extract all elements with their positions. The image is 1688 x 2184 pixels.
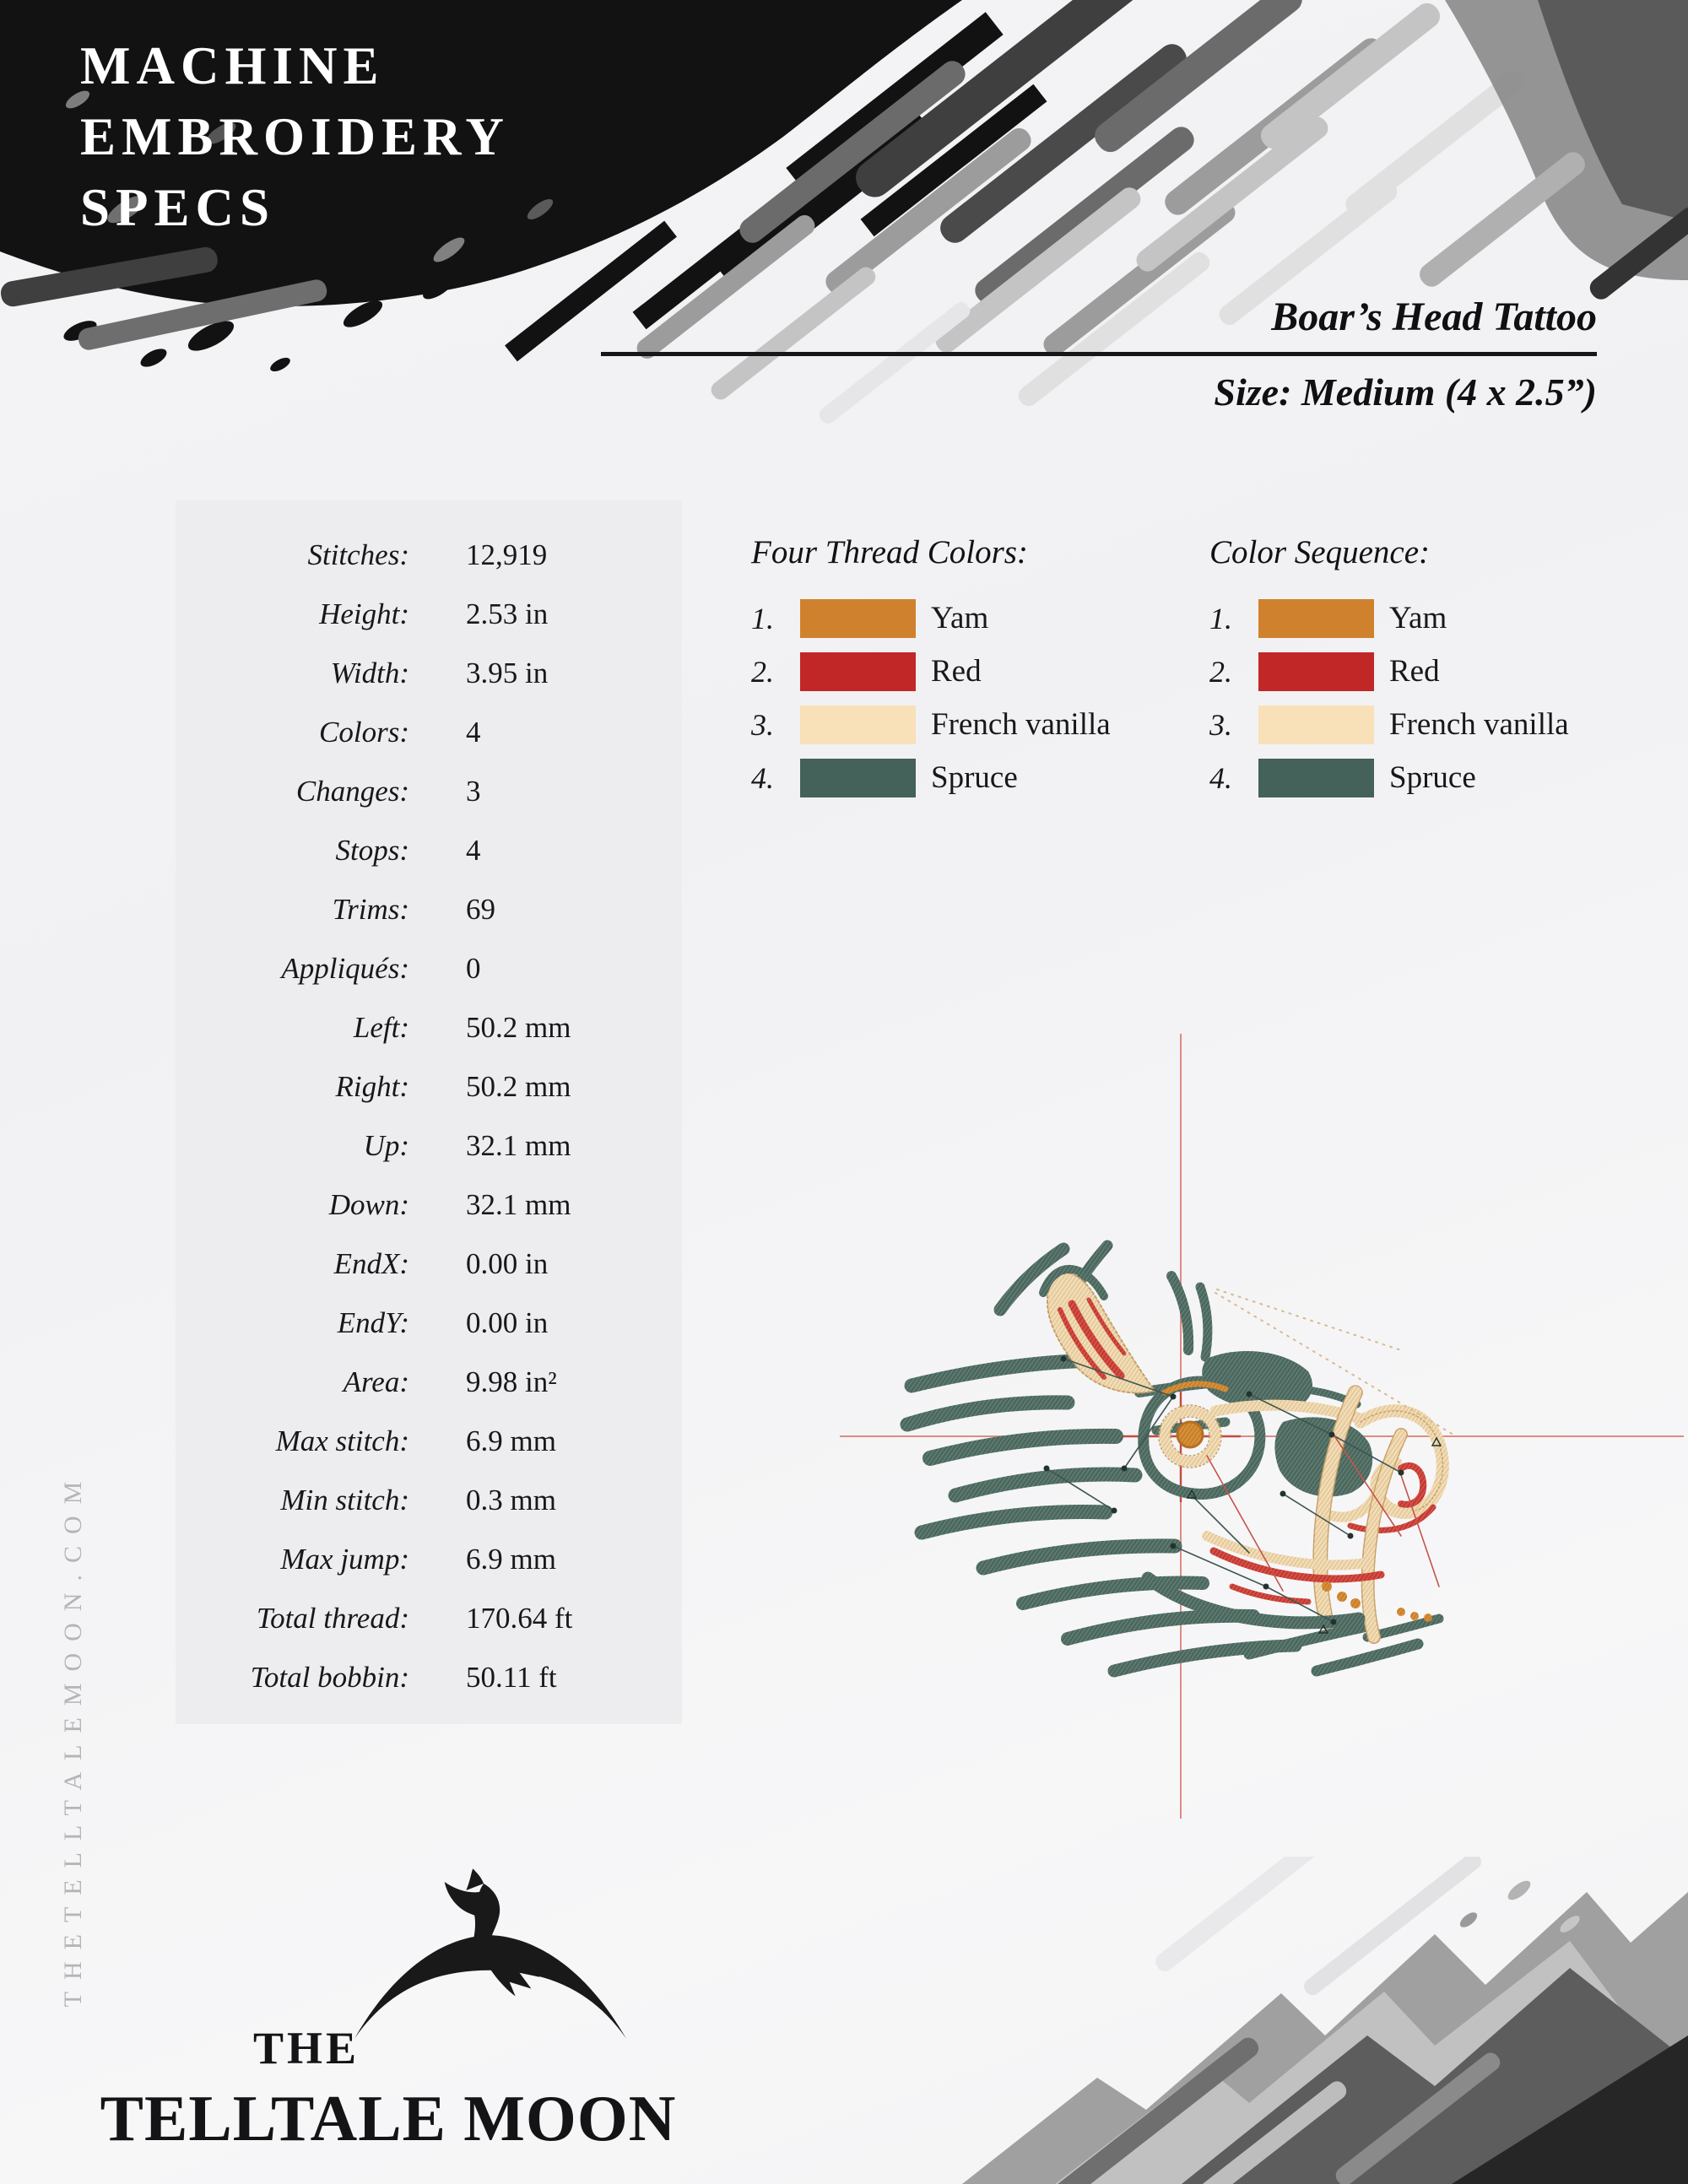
- header-divider: [601, 352, 1597, 356]
- spec-value: 12,919: [466, 538, 548, 571]
- spec-row: [176, 1412, 682, 1471]
- spec-label: Down:: [328, 1188, 409, 1221]
- crow-on-crescent-moon-icon: [354, 1868, 626, 2039]
- brush-art-bottom-right: [928, 1857, 1688, 2184]
- color-sequence-list: [1209, 592, 1569, 804]
- spec-value: 50.2 mm: [466, 1070, 571, 1103]
- spec-value: 170.64 ft: [466, 1602, 573, 1635]
- spec-label: Right:: [335, 1070, 409, 1103]
- thread-color-row: [751, 698, 1111, 751]
- ear-stitches: [1043, 1269, 1155, 1393]
- spec-label: EndY:: [337, 1306, 409, 1339]
- spec-label: EndX:: [333, 1247, 409, 1280]
- spec-label: Stops:: [335, 834, 409, 867]
- thread-color-row: [751, 592, 1111, 645]
- page-title-line-2: EMBROIDERY: [80, 107, 510, 166]
- spec-row: [176, 939, 682, 998]
- sequence-number: 2.: [1209, 654, 1232, 689]
- spec-row: [176, 821, 682, 880]
- brand-logo-line1: THE: [252, 2023, 360, 2073]
- spec-label: Colors:: [319, 716, 409, 749]
- spec-value: 6.9 mm: [466, 1424, 556, 1457]
- spec-row: [176, 1176, 682, 1235]
- page-title-line-1: MACHINE: [80, 36, 385, 95]
- spec-row: [176, 1235, 682, 1294]
- spec-label: Up:: [363, 1129, 409, 1162]
- spec-row: [176, 998, 682, 1057]
- color-swatch: [1258, 599, 1374, 638]
- page-title-line-3: SPECS: [80, 178, 276, 237]
- spec-row: [176, 1648, 682, 1707]
- spec-label: Trims:: [332, 893, 409, 926]
- spec-value: 50.2 mm: [466, 1011, 571, 1044]
- spec-row: [176, 1116, 682, 1176]
- specs-panel: [176, 500, 682, 1724]
- spec-value: 0: [466, 952, 481, 985]
- spec-label: Stitches:: [307, 538, 409, 571]
- spec-value: 2.53 in: [466, 597, 549, 630]
- spec-value: 0.3 mm: [466, 1484, 556, 1516]
- color-swatch: [800, 652, 916, 691]
- thread-name: French vanilla: [931, 707, 1111, 742]
- spec-label: Total bobbin:: [250, 1661, 409, 1694]
- spec-label: Area:: [343, 1365, 409, 1398]
- sequence-number: 1.: [1209, 601, 1232, 635]
- design-name: Boar’s Head Tattoo: [1271, 295, 1597, 339]
- spec-row: [176, 526, 682, 585]
- thread-number: 1.: [751, 601, 774, 635]
- four-thread-colors-heading: Four Thread Colors:: [751, 534, 1028, 570]
- thread-number: 4.: [751, 760, 774, 795]
- eye-stitches: [1144, 1381, 1260, 1494]
- page-title: [80, 30, 510, 243]
- spec-value: 4: [466, 716, 481, 749]
- spec-label: Min stitch:: [280, 1484, 409, 1516]
- spec-row: [176, 644, 682, 703]
- spec-row: [176, 762, 682, 821]
- design-size: Size: Medium (4 x 2.5”): [1214, 370, 1597, 414]
- spec-label: Height:: [319, 597, 409, 630]
- crow-icon: [445, 1868, 540, 1996]
- spec-row: [176, 1294, 682, 1353]
- sequence-name: Yam: [1389, 601, 1447, 635]
- color-swatch: [800, 599, 916, 638]
- spec-value: 9.98 in²: [466, 1365, 557, 1398]
- spec-value: 0.00 in: [466, 1247, 549, 1280]
- spec-row: [176, 1057, 682, 1116]
- four-thread-colors-list: [751, 592, 1111, 804]
- sequence-color-row: [1209, 751, 1569, 804]
- spec-row: [176, 1530, 682, 1589]
- gray-paint-mass: [962, 1857, 1688, 2184]
- spec-label: Left:: [353, 1011, 409, 1044]
- spec-label: Total thread:: [256, 1602, 409, 1635]
- sequence-number: 4.: [1209, 760, 1232, 795]
- spec-label: Max jump:: [280, 1543, 409, 1576]
- spec-label: Appliqués:: [281, 952, 409, 985]
- spec-value: 3.95 in: [466, 657, 549, 689]
- color-sequence-heading: Color Sequence:: [1209, 534, 1431, 570]
- spec-label: Width:: [330, 657, 409, 689]
- brand-logo-line2: TELLTALE MOON: [100, 2082, 677, 2154]
- spec-row: [176, 1589, 682, 1648]
- design-header: [550, 294, 1597, 414]
- thread-color-row: [751, 751, 1111, 804]
- spec-value: 50.11 ft: [466, 1661, 557, 1694]
- sequence-number: 3.: [1209, 707, 1232, 742]
- color-swatch: [1258, 759, 1374, 797]
- spec-row: [176, 1471, 682, 1530]
- color-swatch: [800, 705, 916, 744]
- spec-value: 4: [466, 834, 481, 867]
- spec-row: [176, 880, 682, 939]
- thread-number: 3.: [751, 707, 774, 742]
- spec-value: 3: [466, 775, 481, 808]
- spec-label: Changes:: [295, 775, 409, 808]
- sequence-name: French vanilla: [1389, 707, 1569, 742]
- spec-label: Max stitch:: [275, 1424, 409, 1457]
- sequence-name: Spruce: [1389, 760, 1476, 795]
- spec-value: 6.9 mm: [466, 1543, 556, 1576]
- thread-number: 2.: [751, 654, 774, 689]
- color-swatch: [1258, 705, 1374, 744]
- sequence-name: Red: [1389, 654, 1440, 689]
- spec-row: [176, 703, 682, 762]
- thread-name: Red: [931, 654, 982, 689]
- spec-value: 69: [466, 893, 495, 926]
- embroidery-preview: [810, 996, 1688, 1840]
- sequence-color-row: [1209, 592, 1569, 645]
- sequence-color-row: [1209, 698, 1569, 751]
- spec-value: 32.1 mm: [466, 1129, 571, 1162]
- sequence-color-row: [1209, 645, 1569, 698]
- spec-row: [176, 1353, 682, 1412]
- thread-name: Spruce: [931, 760, 1018, 795]
- color-swatch: [800, 759, 916, 797]
- thread-name: Yam: [931, 601, 989, 635]
- spec-row: [176, 585, 682, 644]
- color-swatch: [1258, 652, 1374, 691]
- spec-value: 0.00 in: [466, 1306, 549, 1339]
- website-url-vertical: THETELLTALEMOON.COM: [59, 1469, 87, 2008]
- spec-value: 32.1 mm: [466, 1188, 571, 1221]
- thread-color-row: [751, 645, 1111, 698]
